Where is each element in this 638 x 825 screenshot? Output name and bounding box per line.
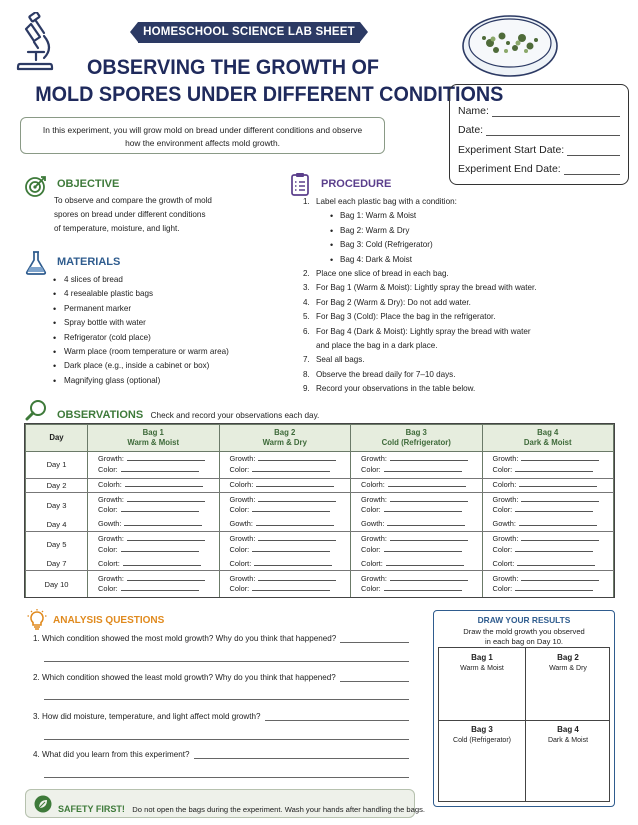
answer-line[interactable] xyxy=(340,634,409,643)
lab-sheet-banner: HOMESCHOOL SCIENCE LAB SHEET xyxy=(138,22,360,43)
table-row xyxy=(26,532,614,558)
color-label: Colort: xyxy=(492,558,515,568)
date-field[interactable]: Date: xyxy=(458,117,620,137)
growth-label: Growth: xyxy=(229,454,256,464)
growth-label: Growth: xyxy=(229,534,256,544)
column-header-bag4: Bag 4 Dark & Moist xyxy=(482,425,614,452)
color-label: Color: xyxy=(361,544,381,554)
color-label: Color: xyxy=(361,505,381,515)
observation-cell[interactable] xyxy=(219,478,351,492)
observation-cell[interactable] xyxy=(219,518,351,531)
list-item: • 4 slices of bread xyxy=(52,273,229,287)
day-cell: Day 4 xyxy=(26,518,88,531)
observation-cell[interactable] xyxy=(88,492,220,518)
table-row xyxy=(26,492,614,518)
observation-cell[interactable] xyxy=(219,532,351,558)
list-item: 2. Place one slice of bread in each bag. xyxy=(303,269,449,279)
growth-label: Growth: xyxy=(361,573,387,583)
intro-line-2: how the environment affects mold growth. xyxy=(125,138,280,148)
lightbulb-icon xyxy=(27,609,47,631)
student-info-box xyxy=(449,84,629,185)
table-row xyxy=(26,452,614,479)
list-item: 8. Observe the bread daily for 7–10 days. xyxy=(303,369,456,379)
table-row xyxy=(26,558,614,571)
list-item: • Warm place (room temperature or warm area) xyxy=(52,345,229,359)
color-label: Colorh: xyxy=(361,479,385,489)
answer-line[interactable] xyxy=(44,739,409,740)
day-cell: Day 3 xyxy=(26,492,88,518)
color-label: Gowth: xyxy=(361,519,385,529)
intro-line-1: In this experiment, you will grow mold on bread under different conditions and observe xyxy=(42,125,363,135)
end-date-field[interactable]: Experiment End Date: xyxy=(458,156,620,176)
color-label: Colorh: xyxy=(229,479,254,489)
list-item: • Bag 2: Warm & Dry xyxy=(316,224,623,238)
day-cell: Day 1 xyxy=(26,452,88,479)
observation-cell[interactable] xyxy=(88,532,220,558)
observations-subtitle: Check and record your observations each day. xyxy=(150,411,320,420)
question-1: 1. Which condition showed the most mold growth? Why do you think that happened? xyxy=(33,634,409,643)
objective-text: To observe and compare the growth of mold spores on bread under different conditions of temperature, moisture, and light. xyxy=(54,196,212,234)
question-3: 3. How did moisture, temperature, and light affect mold growth? xyxy=(33,712,409,721)
answer-line[interactable] xyxy=(44,699,409,700)
observation-cell[interactable] xyxy=(351,571,483,597)
list-item: • Bag 3: Cold (Refrigerator) xyxy=(316,238,623,252)
safety-banner xyxy=(25,789,425,818)
table-row xyxy=(26,571,614,597)
observation-cell[interactable] xyxy=(219,492,351,518)
draw-cell-bag3[interactable]: Bag 3 Cold (Refrigerator) xyxy=(453,725,511,744)
materials-list xyxy=(52,273,229,388)
color-label: Color: xyxy=(492,584,513,594)
color-label: Color: xyxy=(492,544,513,554)
analysis-heading: ANALYSIS QUESTIONS xyxy=(53,615,165,626)
growth-label: Growth: xyxy=(492,454,519,464)
magnifier-icon xyxy=(25,399,49,421)
target-icon xyxy=(24,174,48,198)
growth-label: Growth: xyxy=(492,534,519,544)
observation-cell[interactable] xyxy=(351,518,483,531)
bag-list xyxy=(316,209,623,267)
answer-line[interactable] xyxy=(194,750,409,759)
color-label: Color: xyxy=(229,505,250,515)
petri-dish-icon xyxy=(460,10,560,80)
list-item: • Refrigerator (cold place) xyxy=(52,331,229,345)
list-item: • Bag 4: Dark & Moist xyxy=(316,253,623,267)
title-line-1: OBSERVING THE GROWTH OF xyxy=(87,55,379,79)
color-label: Gowth: xyxy=(229,519,253,529)
color-label: Colort: xyxy=(361,558,383,568)
list-item: 5. For Bag 3 (Cold): Place the bag in the refrigerator. xyxy=(303,312,496,322)
growth-label: Growth: xyxy=(98,454,124,464)
color-label: Color: xyxy=(492,464,513,474)
draw-grid xyxy=(438,647,610,802)
observation-cell[interactable] xyxy=(482,558,614,571)
answer-line[interactable] xyxy=(265,712,410,721)
title-line-2: MOLD SPORES UNDER DIFFERENT CONDITIONS xyxy=(35,82,504,106)
color-label: Colorh: xyxy=(492,479,517,489)
observation-cell[interactable] xyxy=(482,532,614,558)
growth-label: Growth: xyxy=(361,494,387,504)
growth-label: Growth: xyxy=(98,534,124,544)
growth-label: Growth: xyxy=(229,573,256,583)
observation-cell[interactable] xyxy=(88,571,220,597)
color-label: Color: xyxy=(98,544,118,554)
question-2: 2. Which condition showed the least mold growth? Why do you think that happened? xyxy=(33,673,409,682)
list-item: • Dark place (e.g., inside a cabinet or box) xyxy=(52,359,229,373)
color-label: Color: xyxy=(361,584,381,594)
answer-line[interactable] xyxy=(44,661,409,662)
observation-cell[interactable] xyxy=(482,518,614,531)
color-label: Color: xyxy=(229,464,250,474)
leaf-icon xyxy=(34,795,52,813)
day-cell: Day 2 xyxy=(26,478,88,492)
color-label: Color: xyxy=(98,464,118,474)
column-header-bag3: Bag 3 Cold (Refrigerator) xyxy=(351,425,483,452)
growth-label: Growth: xyxy=(229,494,256,504)
list-item: • Permanent marker xyxy=(52,302,229,316)
procedure-heading: PROCEDURE xyxy=(321,178,392,190)
list-item: • Bag 1: Warm & Moist xyxy=(316,209,623,223)
color-label: Colort: xyxy=(98,558,120,568)
page-title xyxy=(35,54,504,108)
table-header-row xyxy=(26,425,614,452)
materials-heading: MATERIALS xyxy=(57,256,121,268)
observation-cell[interactable] xyxy=(351,492,483,518)
observation-cell[interactable] xyxy=(482,492,614,518)
observation-cell[interactable] xyxy=(351,558,483,571)
answer-line[interactable] xyxy=(44,777,409,778)
list-item: 4. For Bag 2 (Warm & Dry): Do not add water. xyxy=(303,297,471,307)
color-label: Color: xyxy=(229,544,250,554)
observations-heading: OBSERVATIONS xyxy=(57,409,144,421)
observation-cell[interactable] xyxy=(219,571,351,597)
observation-cell[interactable] xyxy=(482,571,614,597)
color-label: Colort: xyxy=(229,558,252,568)
observation-cell[interactable] xyxy=(482,478,614,492)
observation-cell[interactable] xyxy=(219,452,351,479)
safety-text: Do not open the bags during the experiment. Wash your hands after handling the bags. xyxy=(132,805,425,814)
observation-cell[interactable] xyxy=(351,532,483,558)
list-item: 7. Seal all bags. xyxy=(303,355,365,365)
draw-instructions: Draw the mold growth you observed in each bag on Day 10. xyxy=(463,627,585,646)
list-item: 6. For Bag 4 (Dark & Moist): Lightly spray the bread with water xyxy=(303,326,531,336)
list-item: • Magnifying glass (optional) xyxy=(52,374,229,388)
observation-cell[interactable] xyxy=(88,558,220,571)
color-label: Color: xyxy=(492,505,513,515)
answer-line[interactable] xyxy=(340,673,409,682)
color-label: Colorh: xyxy=(98,479,122,489)
observation-cell[interactable] xyxy=(88,518,220,531)
color-label: Color: xyxy=(229,584,250,594)
observations-title xyxy=(57,405,319,423)
table-row xyxy=(26,478,614,492)
column-header-bag1: Bag 1 Warm & Moist xyxy=(88,425,220,452)
day-cell: Day 5 xyxy=(26,532,88,558)
list-item: 9. Record your observations in the table below. xyxy=(303,384,476,394)
start-date-field[interactable]: Experiment Start Date: xyxy=(458,136,620,156)
draw-heading: DRAW YOUR RESULTS xyxy=(477,615,571,625)
observation-cell[interactable] xyxy=(351,478,483,492)
observations-table xyxy=(24,423,615,598)
growth-label: Growth: xyxy=(98,494,124,504)
color-label: Color: xyxy=(98,505,118,515)
growth-label: Growth: xyxy=(98,573,124,583)
draw-cell-bag1[interactable]: Bag 1 Warm & Moist xyxy=(460,653,504,672)
safety-heading: SAFETY FIRST! xyxy=(58,804,125,814)
observation-cell[interactable] xyxy=(482,452,614,479)
observation-cell[interactable] xyxy=(88,478,220,492)
color-label: Color: xyxy=(361,464,381,474)
day-cell: Day 7 xyxy=(26,558,88,571)
table-row xyxy=(26,518,614,531)
observation-cell[interactable] xyxy=(88,452,220,479)
safety-text-row xyxy=(58,799,425,817)
color-label: Gowth: xyxy=(98,519,122,529)
observation-cell[interactable] xyxy=(219,558,351,571)
clipboard-icon xyxy=(290,172,310,196)
list-item: • Spray bottle with water xyxy=(52,316,229,330)
color-label: Color: xyxy=(98,584,118,594)
growth-label: Growth: xyxy=(492,494,519,504)
day-cell: Day 10 xyxy=(26,571,88,597)
name-field[interactable]: Name: xyxy=(458,97,620,117)
list-item: 1. Label each plastic bag with a condition: • Bag 1: Warm & Moist • Bag 2: Warm & Dry • Bag 3: Cold (Refrigerator) • Bag 4: Dark & Moist xyxy=(303,195,623,267)
list-item: and place the bag in a dark place. xyxy=(316,341,438,351)
intro-box xyxy=(20,117,385,154)
draw-cell-bag2[interactable]: Bag 2 Warm & Dry xyxy=(549,653,587,672)
objective-heading: OBJECTIVE xyxy=(57,178,120,190)
observation-cell[interactable] xyxy=(351,452,483,479)
growth-label: Growth: xyxy=(492,573,519,583)
question-4: 4. What did you learn from this experiment? xyxy=(33,750,409,759)
procedure-list xyxy=(303,195,623,397)
growth-label: Growth: xyxy=(361,534,387,544)
day-column-header: Day xyxy=(26,425,88,452)
list-item: • 4 resealable plastic bags xyxy=(52,287,229,301)
column-header-bag2: Bag 2 Warm & Dry xyxy=(219,425,351,452)
flask-icon xyxy=(25,250,47,276)
list-item: 3. For Bag 1 (Warm & Moist): Lightly spray the bread with water. xyxy=(303,283,537,293)
color-label: Gowth: xyxy=(492,519,516,529)
growth-label: Growth: xyxy=(361,454,387,464)
draw-cell-bag4[interactable]: Bag 4 Dark & Moist xyxy=(547,725,589,744)
